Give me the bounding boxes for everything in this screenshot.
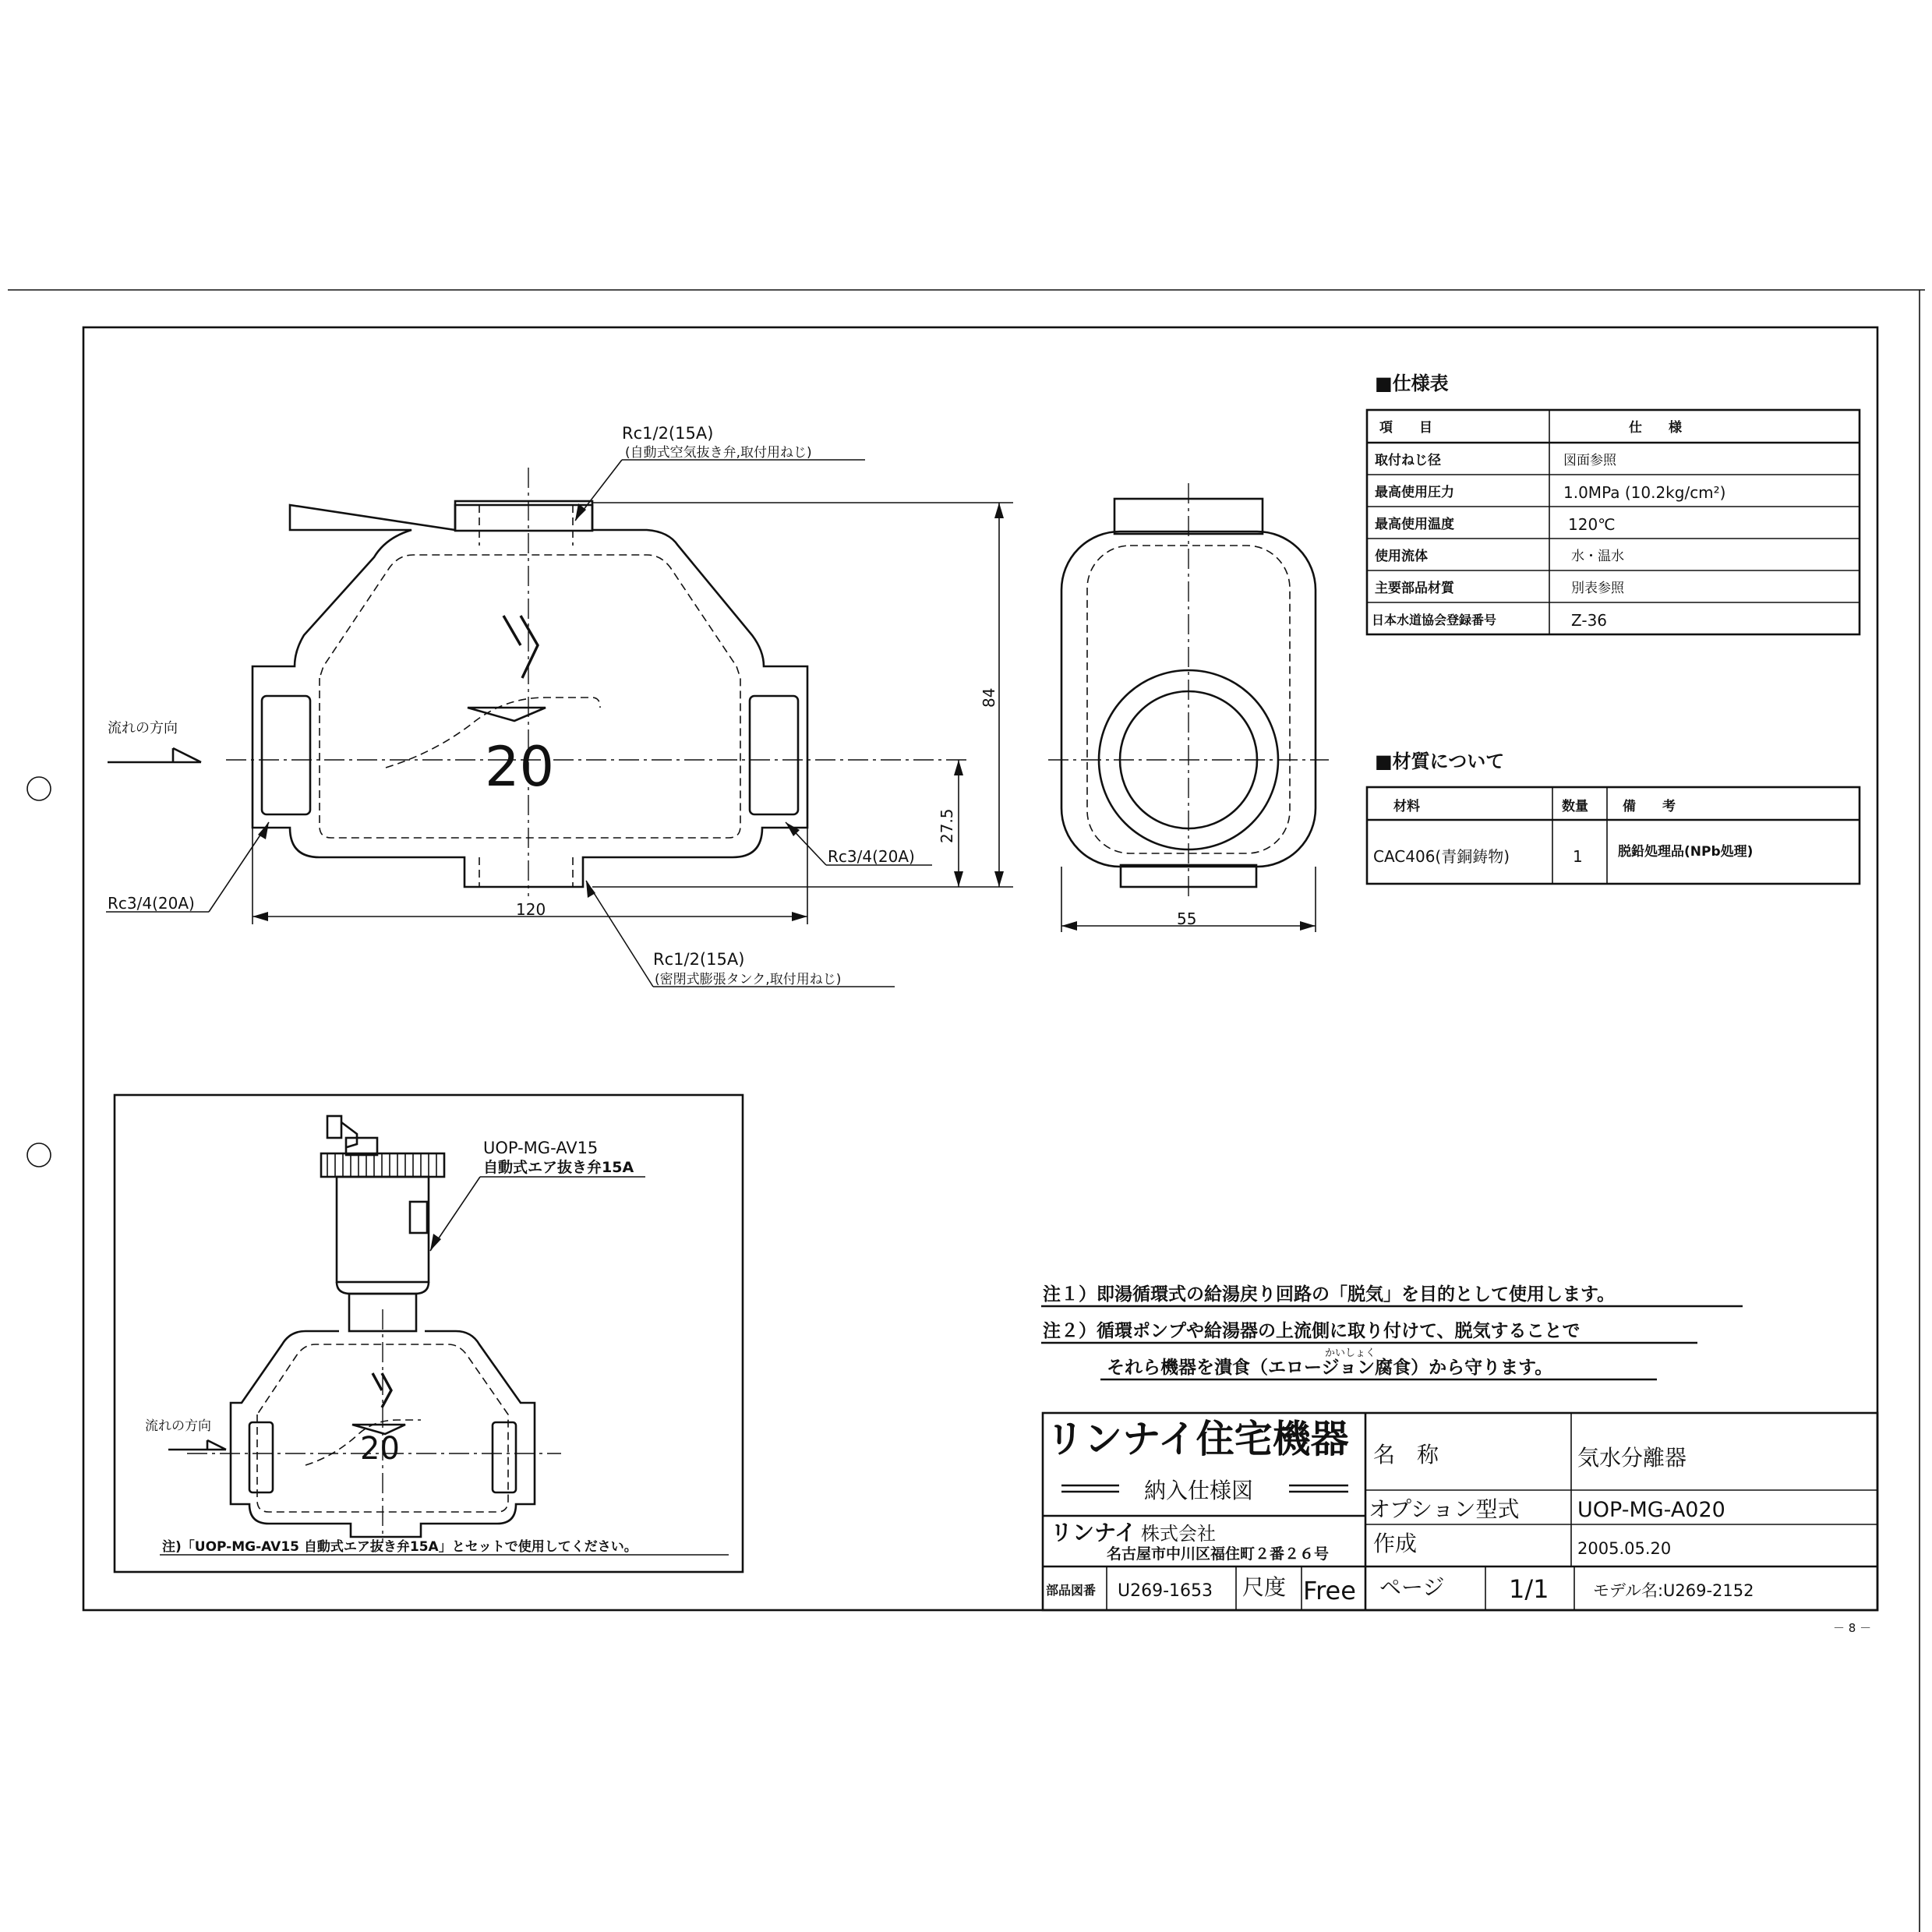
- assembly-right-port: [493, 1422, 516, 1492]
- company-brand: リンナイ: [1051, 1520, 1137, 1545]
- bottom-port-note: (密閉式膨張タンク,取付用ねじ): [655, 972, 842, 987]
- page-number: － 8 －: [1833, 1621, 1872, 1635]
- spec-row-4-value: 別表参照: [1571, 581, 1624, 596]
- spec-table: [1367, 373, 1860, 634]
- punch-hole-top: [27, 777, 51, 800]
- material-row-qty: 1: [1573, 847, 1583, 866]
- spec-row-2-item: 最高使用温度: [1375, 517, 1454, 532]
- title-block: [1043, 1413, 1877, 1610]
- material-table: [1367, 751, 1860, 884]
- brand-mark-icon: [503, 616, 538, 678]
- assembly-flow-arrow: [168, 1440, 226, 1450]
- note-ruby: かいしょく: [1325, 1347, 1376, 1359]
- vent-knurled-ring: [321, 1153, 444, 1177]
- note-2b: それら機器を潰食（エロージョン腐食）から守ります。: [1107, 1358, 1553, 1378]
- side-view: [1048, 483, 1329, 932]
- notes: [1041, 1284, 1743, 1379]
- material-header-qty: 数量: [1562, 799, 1588, 814]
- spec-table-heading: ■仕様表: [1375, 373, 1449, 394]
- material-table-frame: [1367, 787, 1860, 884]
- spec-row-2-value: 120℃: [1568, 515, 1616, 534]
- spec-row-5-value: Z-36: [1571, 611, 1608, 630]
- company-address: 名古屋市中川区福住町２番２６号: [1107, 1545, 1330, 1563]
- spec-row-0-item: 取付ねじ径: [1375, 453, 1441, 468]
- front-view: [106, 424, 1013, 987]
- part-no-value: U269-1653: [1118, 1581, 1213, 1601]
- flow-direction-arrow-icon: [108, 748, 201, 762]
- vent-knurl-lines: [327, 1153, 436, 1177]
- top-port-size: Rc1/2(15A): [622, 424, 714, 443]
- company-suffix: 株式会社: [1141, 1523, 1216, 1545]
- vent-elbow: [341, 1122, 357, 1147]
- bottom-port-leader: [586, 881, 653, 987]
- right-port-label: Rc3/4(20A): [828, 847, 915, 866]
- top-port-note: (自動式空気抜き弁,取付用ねじ): [625, 445, 812, 461]
- flow-direction-label: 流れの方向: [108, 720, 178, 736]
- dim-27-5-text: 27.5: [938, 808, 956, 843]
- assembly-part-name: 自動式エア抜き弁15A: [483, 1159, 634, 1176]
- dim-120-text: 120: [516, 900, 546, 919]
- name-value: 気水分離器: [1577, 1445, 1687, 1471]
- page-value: 1/1: [1509, 1574, 1549, 1604]
- body-mark-text: 20: [485, 735, 555, 799]
- spec-row-5-item: 日本水道協会登録番号: [1372, 613, 1497, 627]
- vent-side-port: [410, 1202, 427, 1233]
- model-label: オプション型式: [1369, 1496, 1520, 1522]
- flow-arrow-icon: [468, 708, 546, 721]
- bottom-port-arrow: [586, 881, 595, 898]
- spec-header-item: 項 目: [1379, 420, 1432, 436]
- left-port-label: Rc3/4(20A): [108, 894, 195, 913]
- spec-row-4-item: 主要部品材質: [1375, 581, 1454, 596]
- scale-value: Free: [1303, 1576, 1356, 1605]
- model-value: UOP-MG-A020: [1577, 1498, 1725, 1522]
- punch-hole-bottom: [27, 1143, 51, 1167]
- vent-body-bottom: [337, 1282, 429, 1294]
- spec-header-spec: 仕 様: [1629, 420, 1682, 436]
- date-label: 作成: [1373, 1531, 1418, 1556]
- spec-row-3-value: 水・温水: [1571, 549, 1624, 564]
- material-table-heading: ■材質について: [1375, 751, 1505, 772]
- doc-type: 納入仕様図: [1144, 1478, 1254, 1503]
- assembly-part-code: UOP-MG-AV15: [483, 1139, 599, 1157]
- left-port-opening: [262, 696, 310, 814]
- note-1: 注１）即湯循環式の給湯戻り回路の「脱気」を目的として使用します。: [1043, 1284, 1616, 1305]
- vent-body: [337, 1177, 429, 1282]
- right-port-opening: [750, 696, 798, 814]
- assembly-body-mark: 20: [360, 1431, 400, 1467]
- assembly-note: 注)「UOP-MG-AV15 自動式エア抜き弁15A」とセットで使用してください。: [162, 1539, 638, 1555]
- spec-row-3-item: 使用流体: [1375, 549, 1428, 564]
- model-name: モデル名:U269-2152: [1593, 1581, 1754, 1600]
- name-label: 名 称: [1373, 1442, 1439, 1468]
- part-no-label: 部品図番: [1046, 1583, 1097, 1598]
- spec-row-1-value: 1.0MPa (10.2kg/cm²): [1563, 483, 1726, 502]
- assembly-left-port: [249, 1422, 273, 1492]
- scale-label: 尺度: [1242, 1574, 1287, 1600]
- spec-row-1-item: 最高使用圧力: [1375, 485, 1454, 500]
- note-2a: 注２）循環ポンプや給湯器の上流側に取り付けて、脱気することで: [1043, 1321, 1581, 1341]
- brand-name: リンナイ住宅機器: [1046, 1417, 1349, 1461]
- page-label: ページ: [1379, 1574, 1445, 1600]
- vent-nozzle: [327, 1116, 341, 1138]
- assembly-brand-mark-icon: [373, 1373, 391, 1407]
- material-header-remarks: 備 考: [1623, 799, 1676, 814]
- material-row-material: CAC406(青銅鋳物): [1373, 847, 1510, 866]
- bottom-port-size: Rc1/2(15A): [653, 950, 745, 969]
- assembly-view: [115, 1095, 743, 1572]
- material-row-remarks: 脱鉛処理品(NPb処理): [1618, 844, 1754, 860]
- date-value: 2005.05.20: [1577, 1539, 1672, 1558]
- material-header-material: 材料: [1393, 799, 1420, 814]
- spec-row-0-value: 図面参照: [1563, 453, 1616, 468]
- dim-84-text: 84: [980, 687, 998, 708]
- side-dim-55-text: 55: [1177, 909, 1197, 928]
- front-view-body-outline: [253, 505, 807, 887]
- assembly-flow-label: 流れの方向: [145, 1418, 211, 1434]
